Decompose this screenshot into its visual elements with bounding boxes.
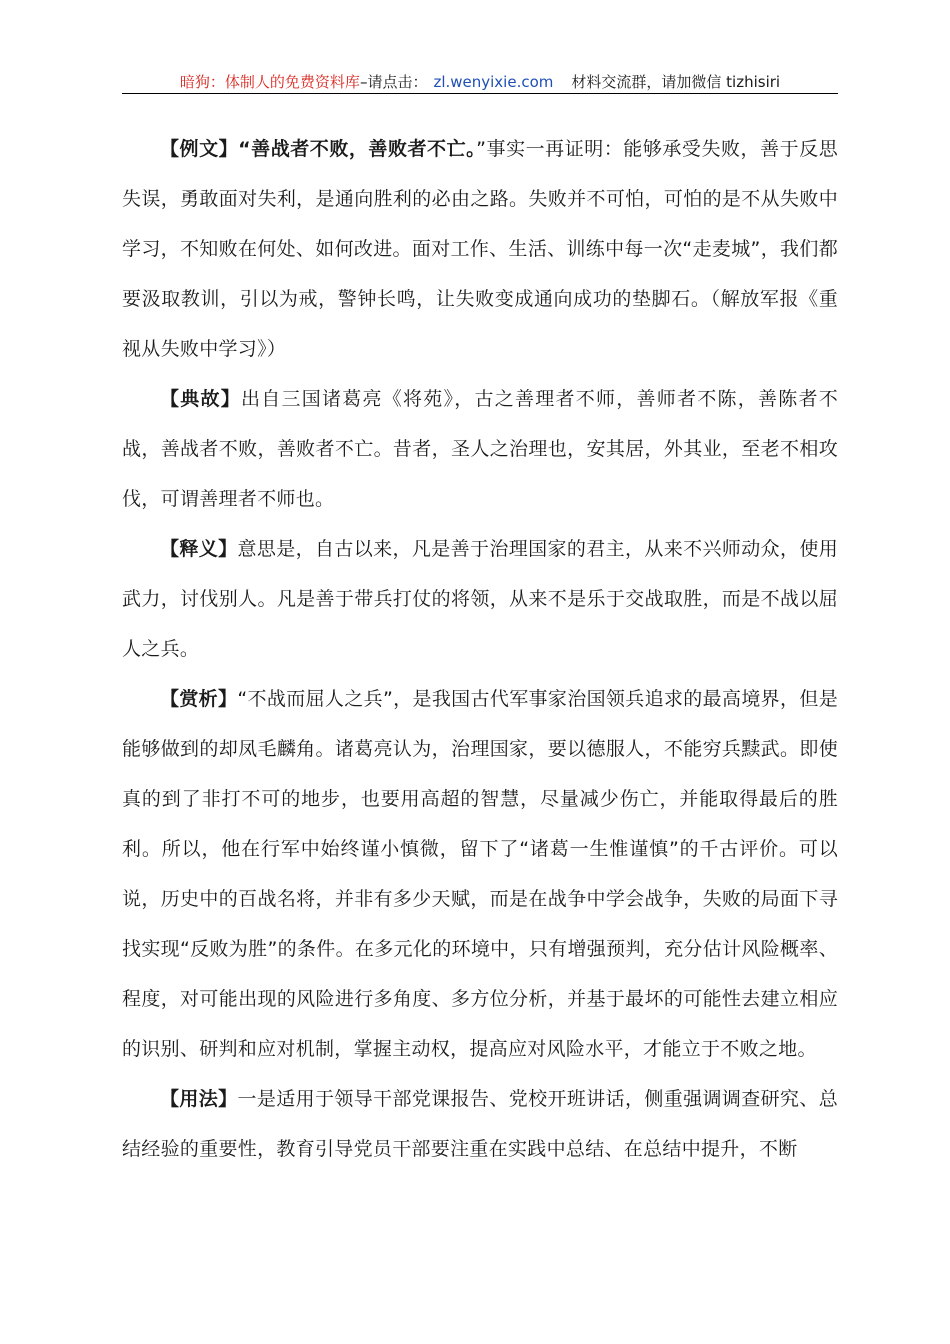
- header-link[interactable]: zl.wenyixie.com: [433, 73, 554, 91]
- allusion-text: 出自三国诸葛亮《将苑》，古之善理者不师，善师者不陈，善陈者不战，善战者不败，善败者不亡。昔者，圣人之治理也，安其居，外其业，至老不相攻伐，可谓善理者不师也。: [122, 388, 838, 510]
- allusion-paragraph: [122, 374, 838, 524]
- usage-tag: 【用法】: [160, 1088, 238, 1110]
- page-header: [122, 72, 838, 92]
- meaning-tag: 【释义】: [160, 538, 238, 560]
- analysis-text: “不战而屈人之兵”，是我国古代军事家治国领兵追求的最高境界，但是能够做到的却凤毛麟角。诸葛亮认为，治理国家，要以德服人，不能穷兵黩武。即使真的到了非打不可的地步，也要用高超的智慧，尽量减少伤亡，并能取得最后的胜利。所以，他在行军中始终谨小慎微，留下了“诸葛一生惟谨慎”的千古评价。可以说，历史中的百战名将，并非有多少天赋，而是在战争中学会战争，失败的局面下寻找实现“反败为胜”的条件。在多元化的环境中，只有增强预判，充分估计风险概率、程度，对可能出现的风险进行多角度、多方位分析，并基于最坏的可能性去建立相应的识别、研判和应对机制，掌握主动权，提高应对风险水平，才能立于不败之地。: [122, 688, 838, 1060]
- example-paragraph: [122, 124, 838, 374]
- meaning-text: 意思是，自古以来，凡是善于治理国家的君主，从来不兴师动众，使用武力，讨伐别人。凡是善于带兵打仗的将领，从来不是乐于交战取胜，而是不战以屈人之兵。: [122, 538, 838, 660]
- header-group-info: 材料交流群，请加微信 tizhisiri: [571, 73, 781, 91]
- document-body: [122, 124, 838, 1174]
- usage-paragraph: [122, 1074, 838, 1174]
- analysis-tag: 【赏析】: [160, 688, 238, 710]
- example-quote: “善战者不败，善败者不亡。: [238, 138, 477, 160]
- meaning-paragraph: [122, 524, 838, 674]
- allusion-tag: 【典故】: [160, 388, 241, 410]
- example-text: ”事实一再证明：能够承受失败，善于反思失误，勇敢面对失利，是通向胜利的必由之路。失败并不可怕，可怕的是不从失败中学习，不知败在何处、如何改进。面对工作、生活、训练中每一次“走麦城”，我们都要汲取教训，引以为戒，警钟长鸣，让失败变成通向成功的垫脚石。（解放军报《重视从失败中学习》）: [122, 138, 838, 360]
- header-prompt: –请点击：: [359, 73, 428, 91]
- header-brand: 暗狗：体制人的免费资料库: [179, 73, 360, 91]
- example-tag: 【例文】: [160, 138, 239, 160]
- header-divider: [122, 93, 838, 94]
- analysis-paragraph: [122, 674, 838, 1074]
- usage-text: 一是适用于领导干部党课报告、党校开班讲话，侧重强调调查研究、总结经验的重要性，教育引导党员干部要注重在实践中总结、在总结中提升，不断: [122, 1088, 838, 1160]
